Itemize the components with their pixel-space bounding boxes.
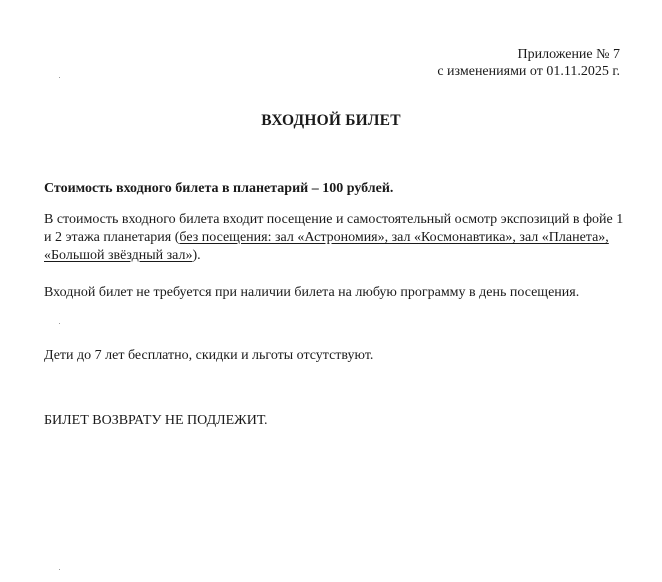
appendix-note <box>437 46 620 80</box>
scan-speck <box>59 569 60 570</box>
included-exhibits-paragraph <box>44 211 624 265</box>
included-text: В стоимость входного билета входит посещение и самостоятельный осмотр экспозиций в фойе 1 и 2 этажа планетария ( <box>44 212 624 245</box>
scan-speck <box>59 323 60 324</box>
children-discount-paragraph: Дети до 7 лет бесплатно, скидки и льготы отсутствуют. <box>44 348 374 363</box>
document-title: ВХОДНОЙ БИЛЕТ <box>261 112 401 129</box>
no-refund-notice: БИЛЕТ ВОЗВРАТУ НЕ ПОДЛЕЖИТ. <box>44 413 268 428</box>
scan-speck <box>59 77 60 78</box>
appendix-revision-date: с изменениями от 01.11.2025 г. <box>437 64 620 79</box>
appendix-number: Приложение № 7 <box>517 47 620 62</box>
program-ticket-paragraph: Входной билет не требуется при наличии билета на любую программу в день посещения. <box>44 285 580 300</box>
paragraph-closing: ). <box>192 248 201 263</box>
excluded-halls-text: без посещения: зал «Астрономия», зал «Космонавтика», зал «Планета», «Большой звёздный зал» <box>44 230 609 263</box>
ticket-price-line: Стоимость входного билета в планетарий – 100 рублей. <box>44 181 394 196</box>
